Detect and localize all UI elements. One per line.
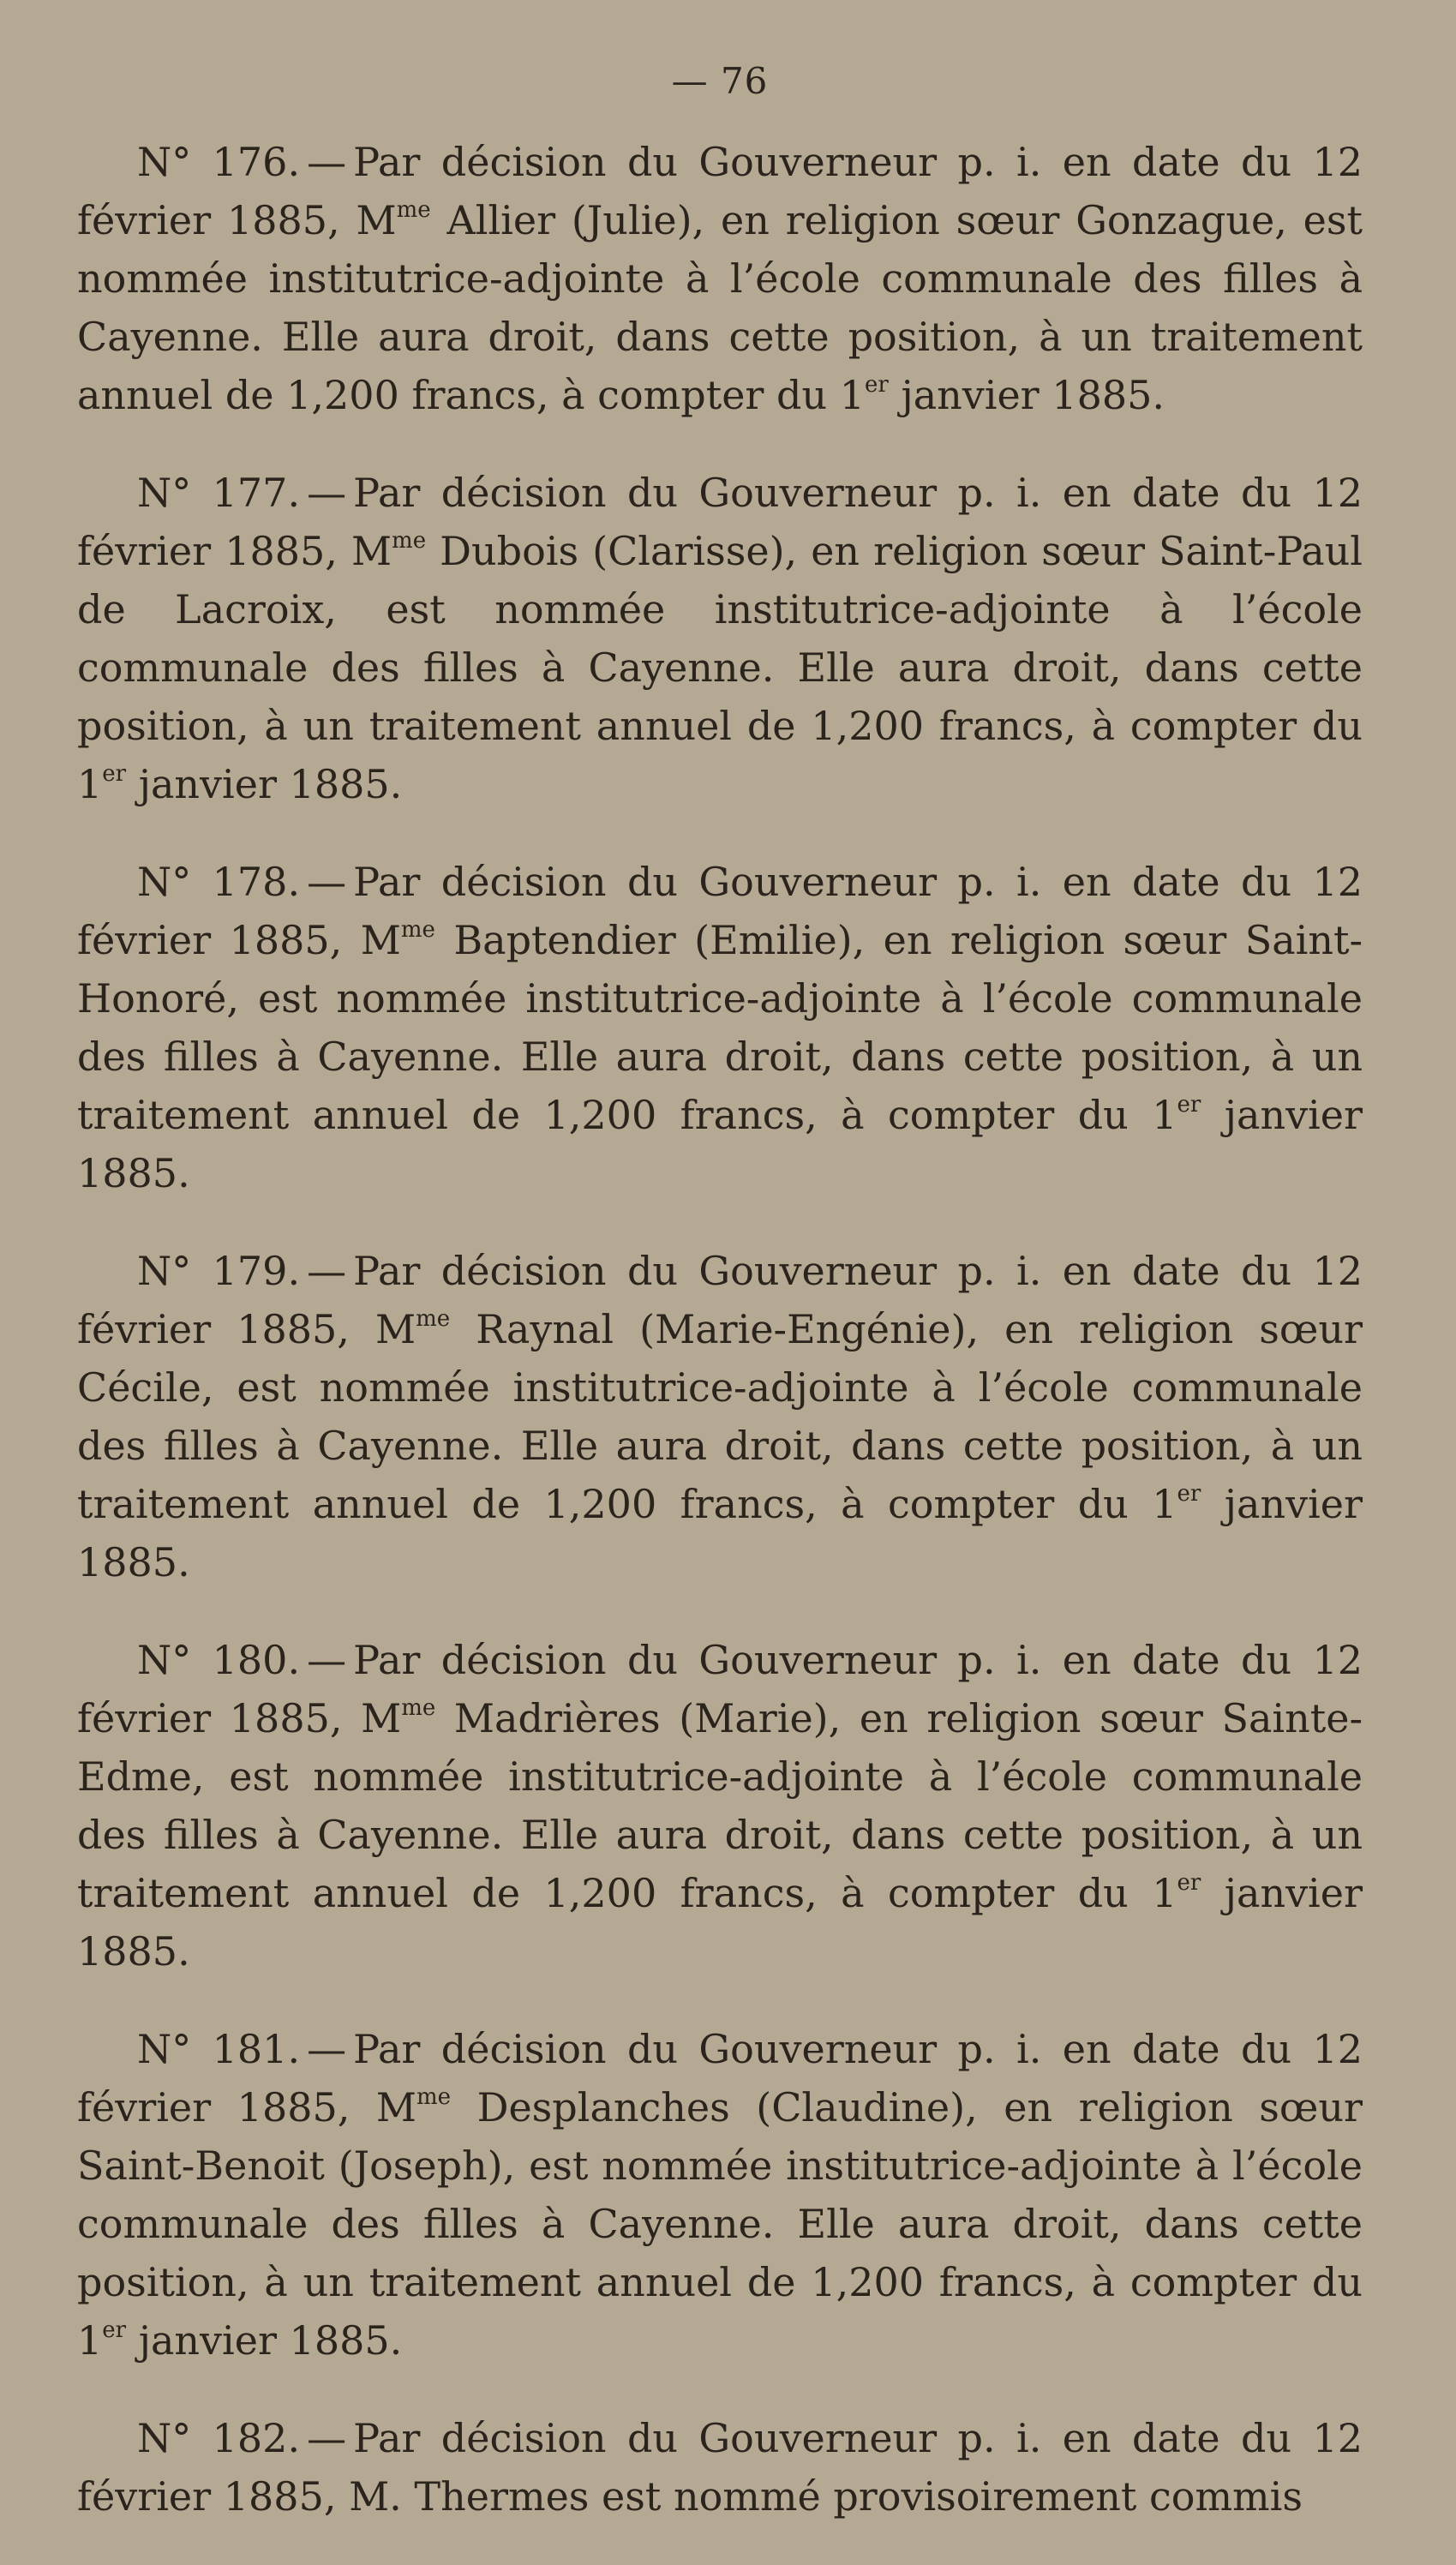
entry-dash: —: [307, 2415, 347, 2461]
decision-entry-179: [77, 1242, 1363, 1591]
entry-text: Baptendier (Emilie), en religion sœur Saint-Honoré, est nommée institutrice-adjointe à l’école communale des filles à Cayenne. Elle aura droit, dans cette position, à un traitement annuel de 1,200 francs, à compter du 1: [77, 917, 1363, 1138]
entry-superscript: er: [865, 372, 889, 398]
entry-superscript: me: [396, 197, 431, 223]
page-number: — 76: [671, 60, 769, 102]
entry-dash: —: [307, 1248, 347, 1294]
entry-dash: —: [307, 2026, 347, 2072]
entry-superscript: er: [1177, 1092, 1201, 1118]
entry-number: N° 176.: [137, 139, 301, 185]
entry-superscript: me: [400, 917, 435, 943]
entry-text: janvier 1885.: [77, 1092, 1363, 1196]
decision-entry-180: [77, 1631, 1363, 1981]
entry-text: Madrières (Marie), en religion sœur Sainte-Edme, est nommée institutrice-adjointe à l’école communale des filles à Cayenne. Elle aura droit, dans cette position, à un traitement annuel de 1,200 francs, à compter du 1: [77, 1695, 1363, 1916]
entry-text: Desplanches (Claudine), en religion sœur Saint-Benoit (Joseph), est nommée institutrice-adjointe à l’école communale des filles à Cayenne. Elle aura droit, dans cette position, à un traitement annuel de 1,200 francs, à compter du 1: [77, 2084, 1363, 2364]
entry-text: Par décision du Gouverneur p. i. en date du 12 février 1885, M: [77, 470, 1363, 574]
entry-text: Par décision du Gouverneur p. i. en date du 12 février 1885, M: [77, 139, 1363, 243]
entry-text: Par décision du Gouverneur p. i. en date du 12 février 1885, M: [77, 1637, 1363, 1741]
decision-entry-176: [77, 133, 1363, 424]
entry-text: janvier 1885.: [126, 761, 403, 807]
decision-entry-182: [77, 2409, 1363, 2526]
entry-superscript: me: [392, 528, 427, 554]
entry-superscript: me: [401, 1695, 436, 1721]
entry-number: N° 179.: [137, 1248, 301, 1294]
decision-entry-181: [77, 2020, 1363, 2370]
entry-text: Par décision du Gouverneur p. i. en date du 12 février 1885, M. Thermes est nommé provisoirement commis: [77, 2415, 1363, 2520]
entry-dash: —: [307, 470, 347, 516]
entry-number: N° 177.: [137, 470, 301, 516]
entry-superscript: er: [1177, 1481, 1201, 1507]
entry-text: Par décision du Gouverneur p. i. en date du 12 février 1885, M: [77, 2026, 1363, 2131]
entry-number: N° 180.: [137, 1637, 301, 1683]
decision-entry-178: [77, 853, 1363, 1202]
entry-superscript: me: [416, 2084, 452, 2110]
entry-text: Par décision du Gouverneur p. i. en date du 12 février 1885, M: [77, 859, 1363, 963]
entry-number: N° 182.: [137, 2415, 301, 2461]
entry-text: Raynal (Marie-Engénie), en religion sœur Cécile, est nommée institutrice-adjointe à l’école communale des filles à Cayenne. Elle aura droit, dans cette position, à un traitement annuel de 1,200 francs, à compter du 1: [77, 1306, 1363, 1527]
entry-dash: —: [307, 1637, 347, 1683]
entry-text: janvier 1885.: [888, 372, 1165, 418]
entry-superscript: er: [1177, 1870, 1201, 1896]
entry-number: N° 178.: [137, 859, 301, 905]
decision-entry-177: [77, 464, 1363, 813]
entry-text: janvier 1885.: [77, 1481, 1363, 1585]
entry-dash: —: [307, 139, 347, 185]
entry-superscript: me: [416, 1306, 451, 1332]
entry-text: Allier (Julie), en religion sœur Gonzague, est nommée institutrice-adjointe à l’école communale des filles à Cayenne. Elle aura droit, dans cette position, à un traitement annuel de 1,200 francs, à compter du 1: [77, 197, 1363, 418]
entry-dash: —: [307, 859, 347, 905]
entry-text: janvier 1885.: [126, 2317, 403, 2364]
entry-text: Dubois (Clarisse), en religion sœur Saint-Paul de Lacroix, est nommée institutrice-adjointe à l’école communale des filles à Cayenne. Elle aura droit, dans cette position, à un traitement annuel de 1,200 francs, à compter du 1: [77, 528, 1363, 807]
document-page: [77, 60, 1363, 2565]
entry-superscript: er: [102, 2317, 127, 2343]
entry-number: N° 181.: [137, 2026, 301, 2072]
entry-text: Par décision du Gouverneur p. i. en date du 12 février 1885, M: [77, 1248, 1363, 1352]
entry-superscript: er: [102, 761, 127, 787]
entry-text: janvier 1885.: [77, 1870, 1363, 1975]
